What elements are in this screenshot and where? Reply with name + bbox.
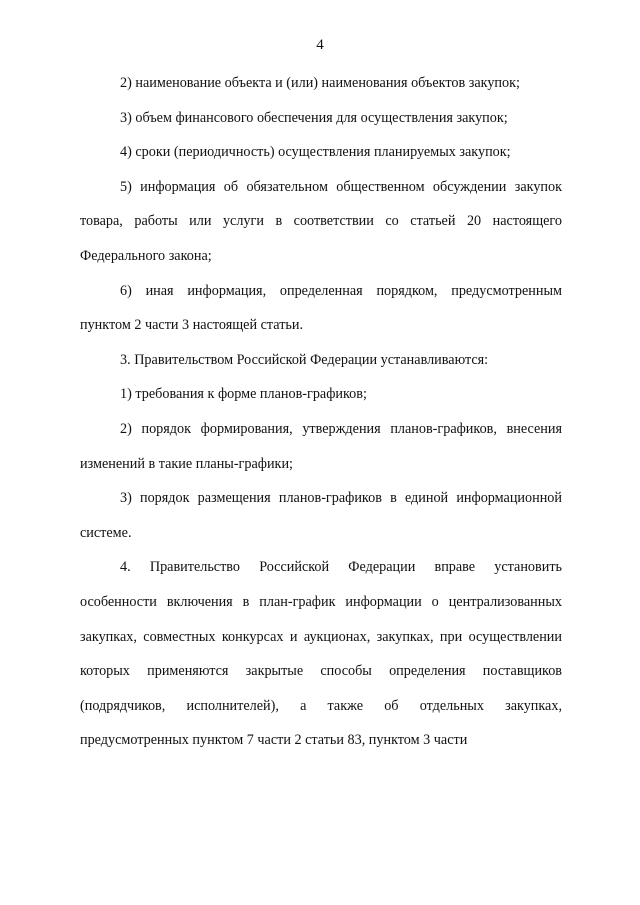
- document-body: [80, 66, 562, 758]
- paragraph-section-4: 4. Правительство Российской Федерации вправе установить особенности включения в план-график информации о централизованных закупках, совместных конкурсах и аукционах, закупках, при осуществлении которых применяются закрытые способы определения поставщиков (подрядчиков, исполнителей), а также об отдельных закупках, предусмотренных пунктом 7 части 2 статьи 83, пунктом 3 части: [80, 559, 562, 749]
- paragraph-item-2: 2) наименование объекта и (или) наименования объектов закупок;: [120, 75, 520, 91]
- page-number: 4: [316, 37, 324, 53]
- paragraph-subitem-2: 2) порядок формирования, утверждения планов-графиков, внесения изменений в такие планы-графики;: [80, 420, 562, 472]
- paragraph-subitem-1: 1) требования к форме планов-графиков;: [120, 386, 367, 403]
- paragraph-item-6: 6) иная информация, определенная порядком, предусмотренным пунктом 2 части 3 настоящей статьи.: [80, 282, 562, 334]
- paragraph-section-3: 3. Правительством Российской Федерации устанавливаются:: [120, 351, 489, 368]
- paragraph-item-4: 4) сроки (периодичность) осуществления планируемых закупок;: [120, 144, 511, 161]
- paragraph-subitem-3: 3) порядок размещения планов-графиков в единой информационной системе.: [80, 490, 562, 541]
- paragraph-item-5: 5) информация об обязательном общественном обсуждении закупок товара, работы или услуги в соответствии со статьей 20 настоящего Федерального закона;: [80, 178, 562, 264]
- paragraph-item-3: 3) объем финансового обеспечения для осуществления закупок;: [120, 109, 508, 126]
